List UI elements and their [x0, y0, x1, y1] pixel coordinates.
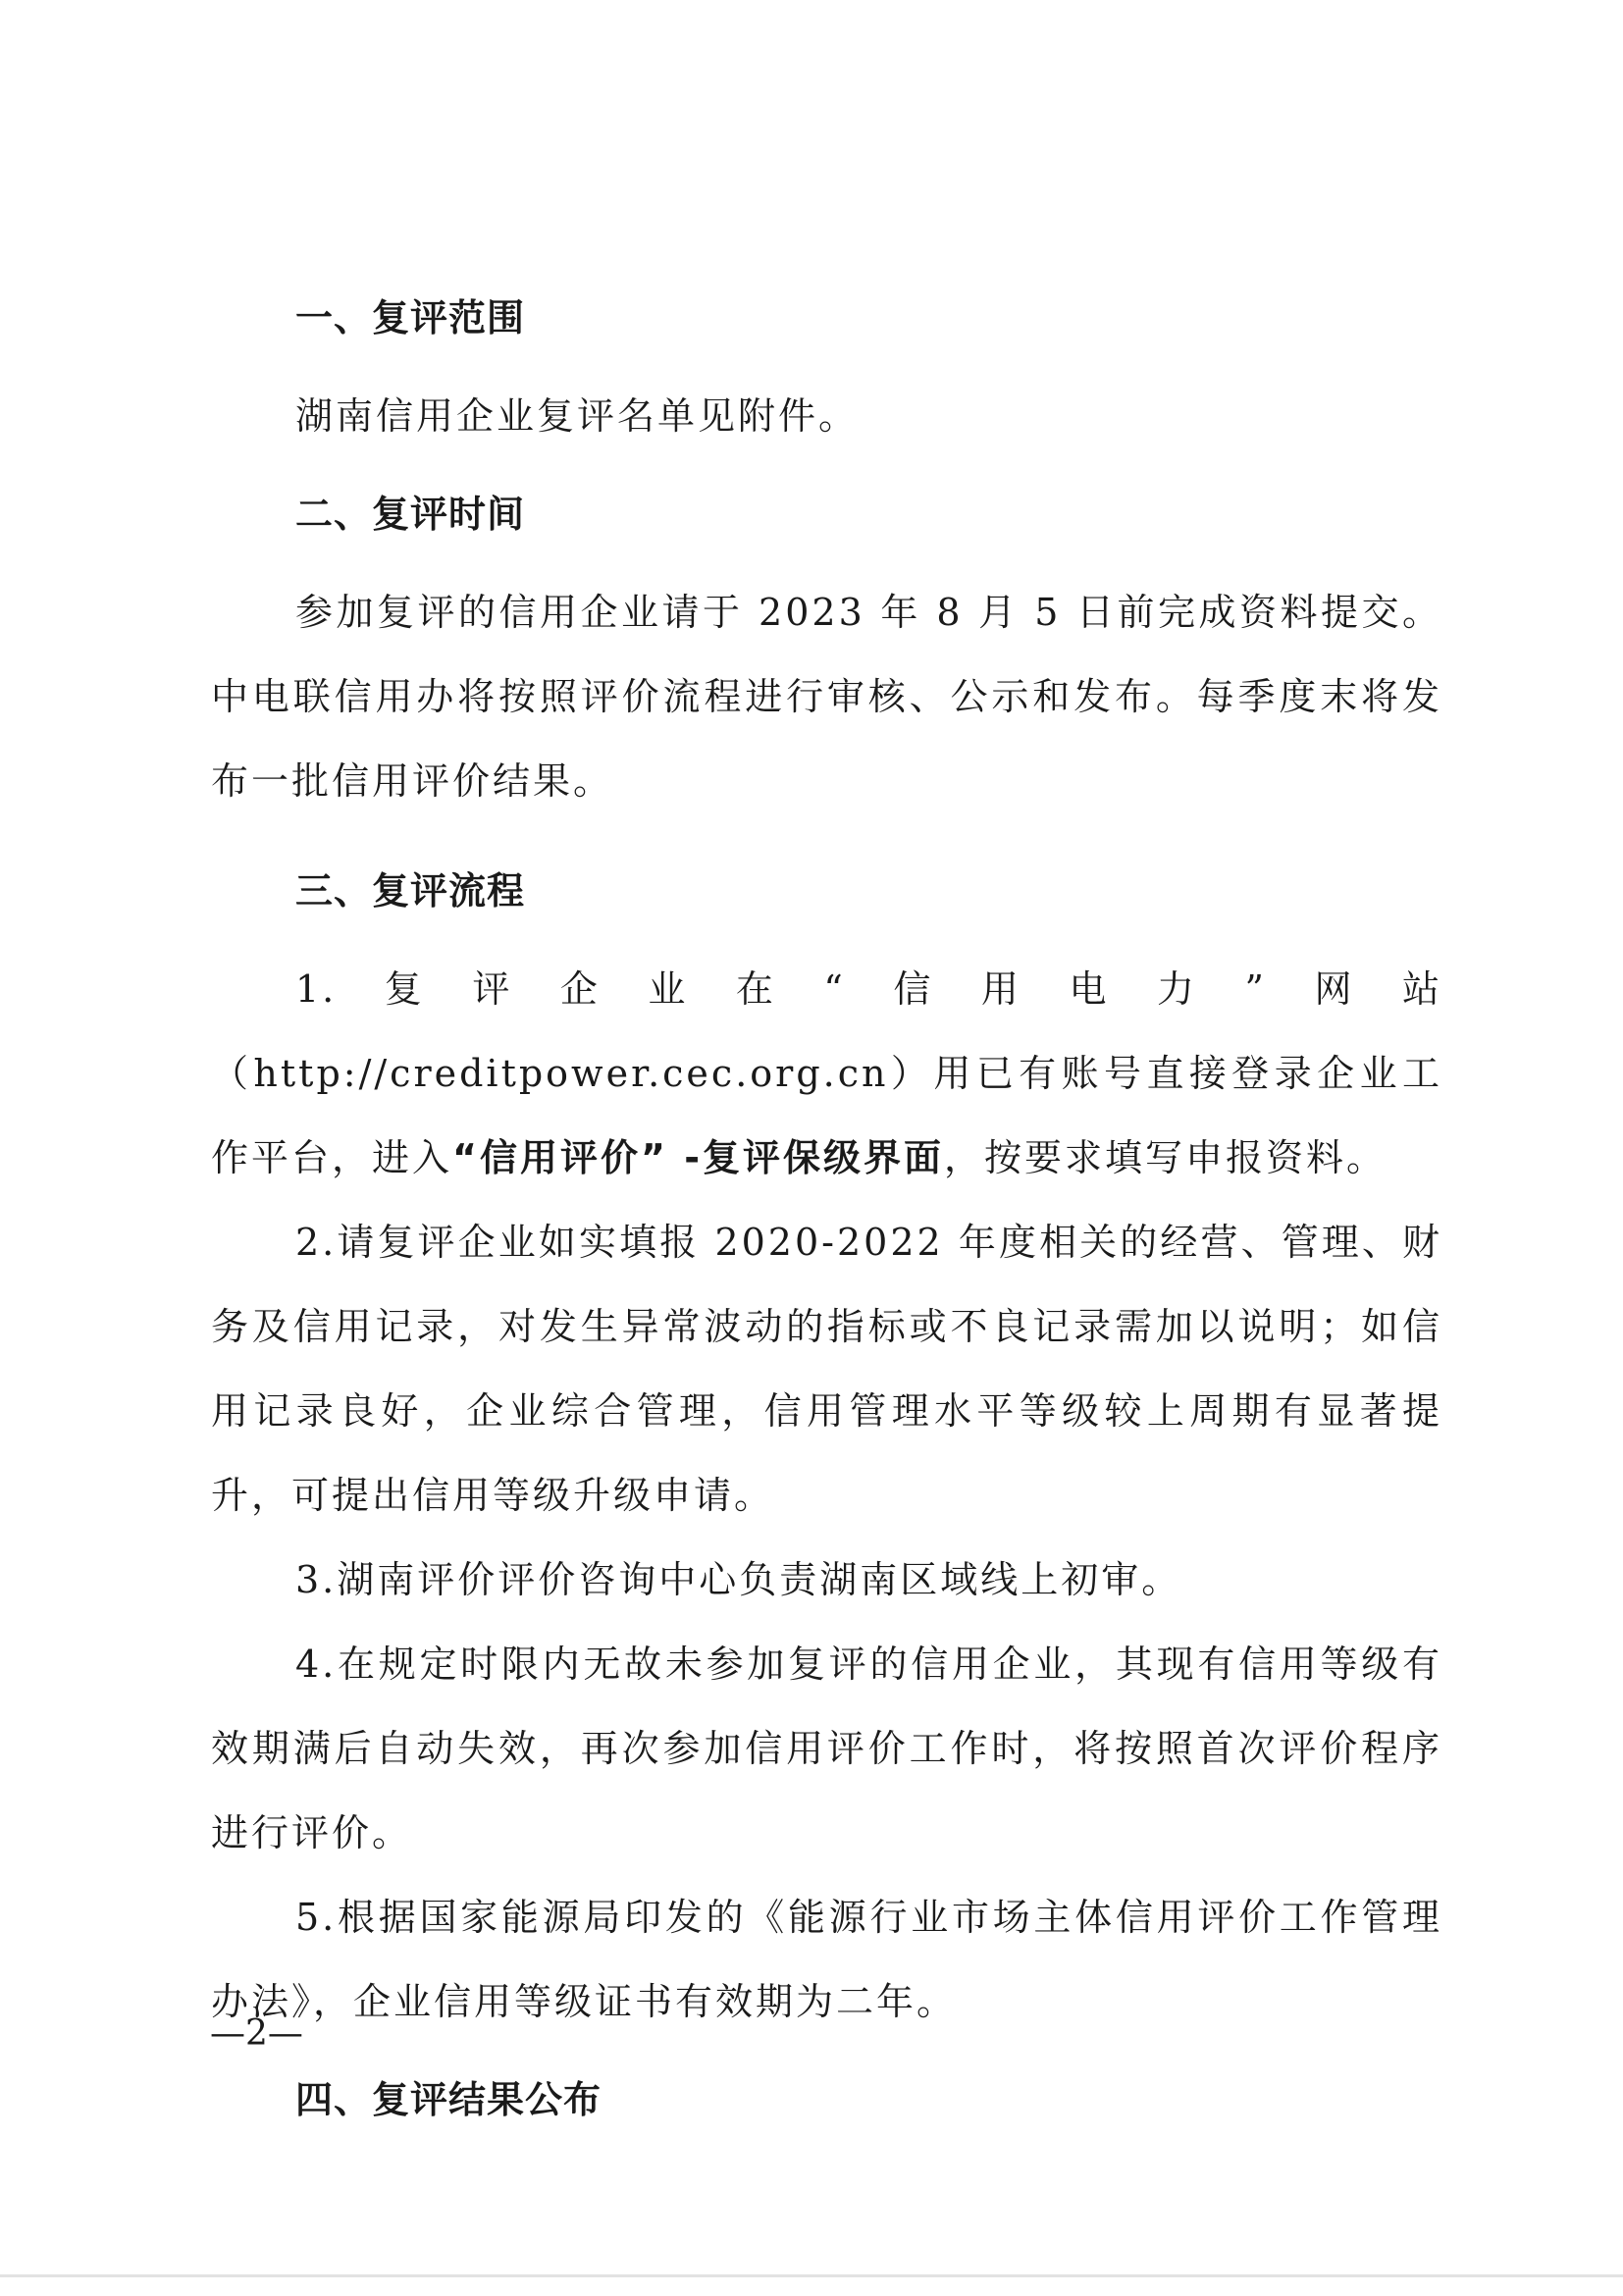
- scan-edge-line: [0, 2274, 1623, 2277]
- section-heading-process: 三、复评流程: [295, 869, 526, 913]
- document-body: [211, 289, 1442, 2128]
- section-heading-results: 四、复评结果公布: [295, 2078, 602, 2121]
- process-1-text-c: ，按要求填写申报资料。: [943, 1136, 1387, 1179]
- process-1-bold-path: “信用评价” -复评保级界面: [452, 1136, 944, 1179]
- section-heading-scope: 一、复评范围: [295, 296, 526, 339]
- paragraph-process-5: 5.根据国家能源局印发的《能源行业市场主体信用评价工作管理办法》，企业信用等级证书有效期为二年。: [211, 1896, 1442, 2023]
- paragraph-time: 参加复评的信用企业请于 2023 年 8 月 5 日前完成资料提交。中电联信用办将按照评价流程进行审核、公示和发布。每季度末将发布一批信用评价结果。: [211, 591, 1442, 803]
- section-heading-time: 二、复评时间: [295, 493, 526, 536]
- paragraph-process-1: [211, 947, 1442, 1200]
- paragraph-scope: 湖南信用企业复评名单见附件。: [295, 394, 860, 438]
- process-1-text-a: 1.复评企业在“信用电力”网站（http://creditpower.cec.org.cn）用已有账号直接登录企业工作平台，进入: [211, 967, 1442, 1179]
- paragraph-process-3: 3.湖南评价评价咨询中心负责湖南区域线上初审。: [295, 1558, 1182, 1601]
- paragraph-process-2: 2.请复评企业如实填报 2020-2022 年度相关的经营、管理、财务及信用记录，对发生异常波动的指标或不良记录需加以说明；如信用记录良好，企业综合管理，信用管理水平等级较上周期有显著提升，可提出信用等级升级申请。: [211, 1221, 1442, 1517]
- page-number: —2—: [210, 2013, 303, 2054]
- paragraph-process-4: 4.在规定时限内无故未参加复评的信用企业，其现有信用等级有效期满后自动失效，再次参加信用评价工作时，将按照首次评价程序进行评价。: [211, 1643, 1442, 1854]
